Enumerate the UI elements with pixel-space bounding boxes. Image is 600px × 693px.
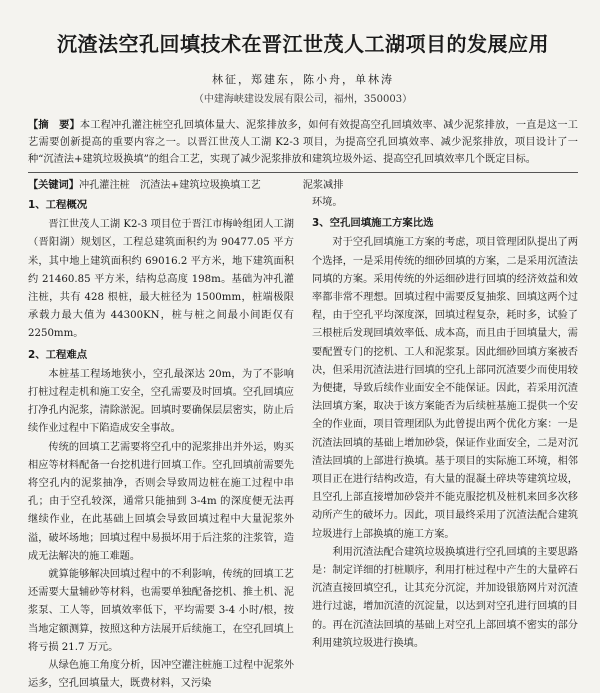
body-columns [28, 194, 578, 693]
abstract-text: 本工程冲孔灌注桩空孔回填体量大、泥浆排放多，如何有效提高空孔回填效率、减少泥浆排放，一直是这一工艺需要创新提高的重要内容之一。以晋江世茂人工湖 K2-3 项目，为提高空孔回填效率、减少泥浆排放，项目设计了一种“沉渣法+建筑垃圾换填”的组合工艺，实现了减少泥浆排放和建筑垃圾外运、提高空孔回填效率几个既定目标。 [28, 120, 578, 165]
section-heading: 3、空孔回填施工方案比选 [312, 217, 434, 230]
right-column [312, 194, 578, 693]
paragraph: 传统的回填工艺需要将空孔中的泥浆排出并外运，购买相应等材料配备一台挖机进行回填工作。空孔回填前需要先将空孔内的泥浆抽净，否则会导致周边桩在施工过程中串孔；由于空孔较深，通常只能抽到 3-4m 的深度便无法再继续作业，在此基础上回填会导致回填过程中大量泥浆外溢，破坏场地；回填过程中易损坏用于后注浆的注浆管，造成无法解决的施工难题。 [28, 441, 294, 562]
affiliation: （中建海峡建设发展有限公司，福州，350003） [193, 94, 413, 105]
paragraph: 就算能够解决回填过程中的不利影响，传统的回填工艺还需要大量辅砂等材料，也需要单独配备挖机、推土机、泥浆泵、工人等，回填效率低下，平均需要 3-4 小时/根，按当地定额测算，按照这种方法展开后续施工，在空孔回填上将亏损 21.7 万元。 [28, 569, 294, 653]
keywords-label: 【关键词】 [28, 179, 79, 191]
section-heading: 1、工程概况 [28, 199, 88, 211]
keywords-continuation: 泥浆减排 [302, 180, 344, 191]
section-heading: 2、工程难点 [28, 348, 88, 361]
keywords-text: 冲孔灌注桩 沉渣法+建筑垃圾换填工艺 [78, 180, 261, 191]
paragraph: 从绿色施工角度分析，因冲空灌注桩施工过程中泥浆外运多，空孔回填量大，既费材料，又污染 [28, 660, 294, 690]
keywords [28, 177, 578, 194]
paragraph: 晋江世茂人工湖 K2-3 项目位于晋江市梅岭组团人工湖（晋阳湖）规划区，工程总建筑面积约为 90477.05 平方米，其中地上建筑面积约 69016.2 平方米，地下建筑面积约 21460.85 平方米，结构总高度 198m。基础为冲孔灌注桩，共有 428 根桩，最大桩径为 1500mm，桩端极限承载力最大值为 44300KN，桩与桩之间最小间距仅有 2250mm。 [28, 219, 294, 340]
paper-title: 沉渣法空孔回填技术在晋江世茂人工湖项目的发展应用 [57, 32, 549, 56]
abstract-label: 【摘 要】 [28, 119, 80, 131]
left-column [28, 194, 294, 693]
paragraph: 对于空孔回填施工方案的考虑，项目管理团队提出了两个选择，一是采用传统的细砂回填的方案，二是采用沉渣法同填的方案。采用传统的外运细砂进行回填的经济效益和效率都非常不理想。回填过程中需要反复抽浆、回填这两个过程，由于空孔平均深度深，回填过程复杂，耗时多，试验了三根桩后发现回填效率低、成本高，而且由于回填量大，需要配置专门的挖机、工人和泥浆泵。因此细砂回填方案被否决，但采用沉渣法进行回填的空孔上部同沉渣要少而使用较为便捷，导致后续作业面安全不能保证。因此，若采用沉渣法回填方案，取决于该方案能否为后续桩基施工提供一个安全的作业面，项目管理团队为此曾提出两个优化方案：一是沉渣法回填的基础上增加砂袋，保证作业面安全，二是对沉渣法回填的上部进行换填。基于项目的实际施工环境，相邻项目正在进行结构改造，有大量的混凝土碎块等建筑垃圾，且空孔上部直接增加砂袋并不能克服挖机及桩机来回多次移动所产生的破坏力。因此，项目最终采用了沉渣法配合建筑垃圾进行上部换填的施工方案。 [312, 237, 578, 540]
paragraph: 本桩基工程场地狭小，空孔最深达 20m，为了不影响打桩过程走机和施工安全，空孔需要及时回填。空孔回填应打净孔内泥浆，清除淤泥。回填时要确保层层密实，防止后续作业过程中下陷造成安全事故。 [28, 368, 294, 435]
paragraph: 利用沉渣法配合建筑垃圾换填进行空孔回填的主要思路是：制定详细的打桩顺序，利用打桩过程中产生的大量碎石沉渣直接回填空孔，让其充分沉淀，并加设银筋网片对沉渣进行过滤，增加沉渣的沉淀量，以达到对空孔进行回填的目的。再在沉渣法回填的基础上对空孔上部回填不密实的部分利用建筑垃圾进行换填。 [312, 546, 578, 649]
paragraph: 环境。 [312, 197, 343, 208]
divider [28, 172, 578, 173]
abstract [28, 117, 578, 168]
author-list: 林征，郑建东，陈小舟，单林涛 [212, 73, 394, 86]
